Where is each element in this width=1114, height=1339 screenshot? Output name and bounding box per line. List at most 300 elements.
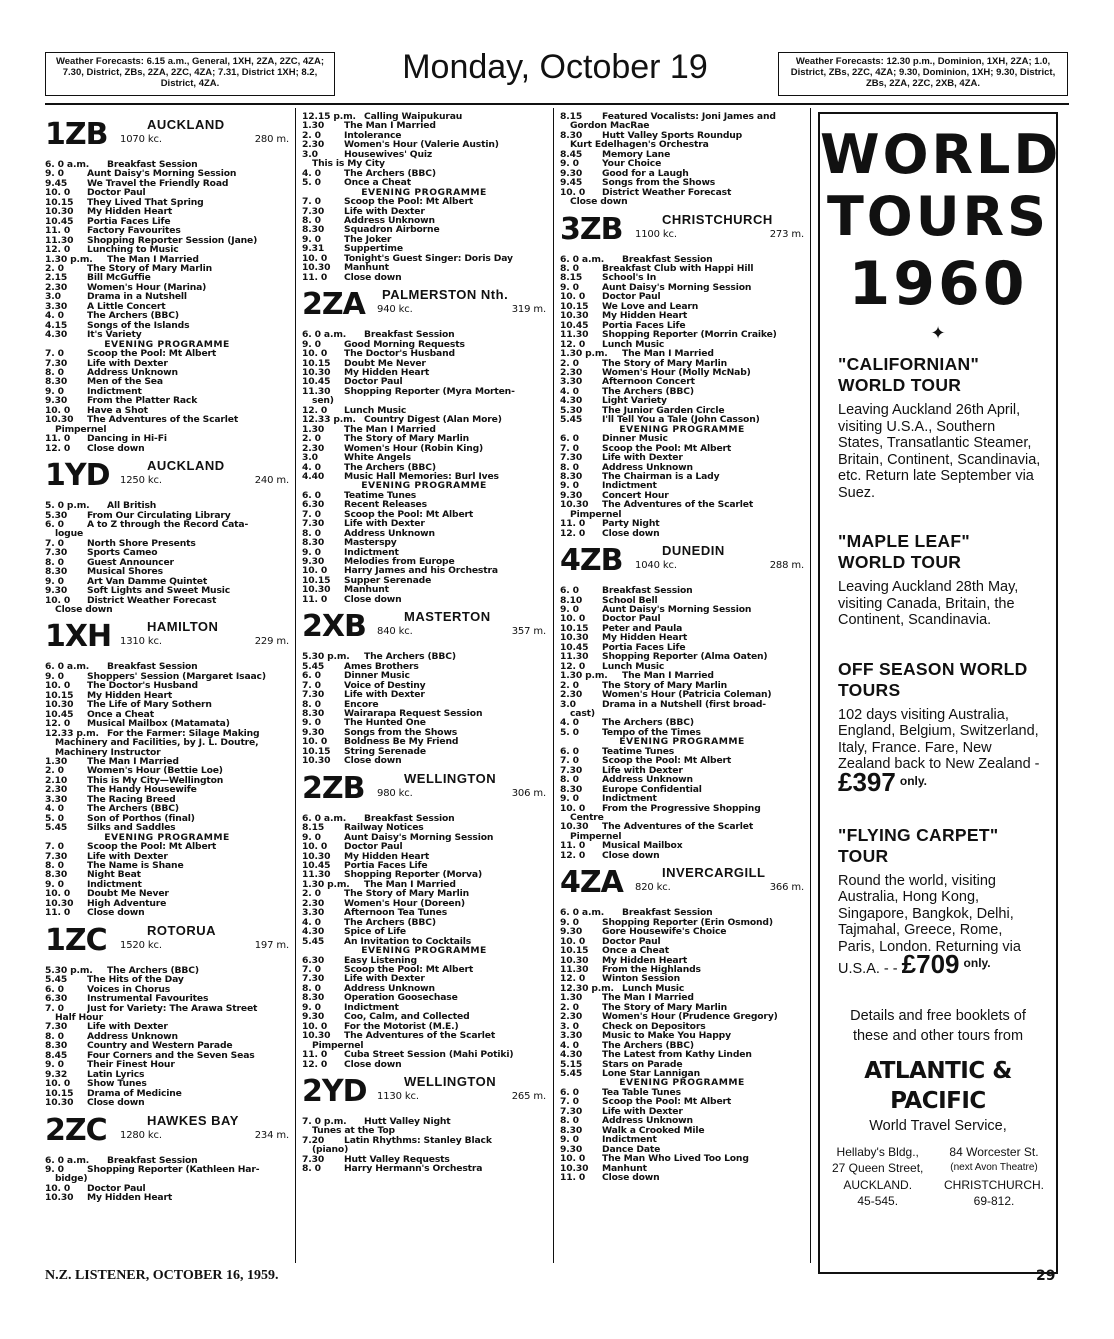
programme-row [302,131,546,140]
programme-title: Indictment [602,481,657,491]
programme-time: 7.30 [302,690,325,700]
programme-row [560,766,804,775]
programme-time: 5.45 [45,975,68,985]
programme-title: Women's Hour (Robin King) [344,443,484,454]
programme-title: Hutt Valley Night [364,1116,451,1127]
programme-row [302,728,546,737]
programme-title: The Story of Mary Marlin [87,263,212,274]
programme-title: From the Platter Rack [87,396,198,406]
programme-title: Housewives' Quiz [344,149,433,160]
programme-row [302,737,546,746]
programme-time: 2.30 [560,367,583,378]
programme-time: 5.15 [560,1059,583,1069]
programme-time: 7.30 [560,453,583,463]
programme-row [302,169,546,178]
programme-title: Aunt Daisy's Morning Session [87,169,237,179]
programme-row [560,529,804,538]
evening-programme-heading [560,737,804,746]
programme-time: 8.30 [560,471,583,482]
programme-title: Lone Star Lannigan [602,1068,700,1079]
programme-row [302,406,546,415]
programme-row [560,1116,804,1125]
programme-time: 9. 0 [302,547,321,558]
programme-heading-text: EVENING PROGRAMME [619,737,745,747]
programme-row [560,1069,804,1078]
addr-right-0: 84 Worcester St. [949,1144,1039,1159]
programme-time: 3.0 [45,292,61,302]
programme-time: 11.30 [560,330,589,340]
programme-title: Tea Table Tunes [602,1087,681,1098]
programme-row [560,841,804,850]
programme-row [45,899,289,908]
programme-time: 9.30 [302,727,325,738]
programme-time: 7.30 [302,206,325,216]
page-title: Monday, October 19 [402,48,708,86]
programme-time: 6. 0 a.m. [560,908,605,918]
programme-time: 3.30 [302,908,325,918]
programme-time: 10.15 [45,690,74,701]
station-wavelength: 280 m. [254,134,289,145]
programme-time: 2.30 [302,898,325,909]
programme-title: Women's Hour (Doreen) [344,898,465,909]
programme-title: Close down [602,1172,660,1183]
programme-title: Son of Porthos (final) [87,813,195,824]
programme-title: Close down [602,528,660,539]
programme-title: Drama in a Nutshell [87,292,187,302]
programme-row [45,710,289,719]
programme-row [45,396,289,405]
programme-row [45,311,289,320]
programme-time: 5.45 [302,936,325,947]
programme-time: 3.0 [560,699,576,710]
programme-time: 8.15 [560,273,583,283]
programme-continuation [560,197,804,206]
ad-headline-year: 1960 [848,249,1028,319]
programme-time: 1.30 [45,757,68,767]
programme-title: Musical Mailbox (Matamata) [87,719,230,729]
programme-time: 3.30 [560,377,583,387]
programme-time: 12.33 p.m. [302,415,356,425]
programme-time: 9. 0 [302,1002,321,1013]
programme-row [45,1032,289,1041]
programme-time: 5. 0 [45,813,64,824]
programme-row [302,833,546,842]
programme-row [302,870,546,879]
station-call-sign: 3ZB [560,211,623,247]
programme-title: Indictment [602,794,657,804]
tour-description: Leaving Auckland 28th May, visiting Canada, Britain, the Continent, Scandinavia. [838,579,1019,628]
programme-row [45,842,289,851]
programme-time: 8.30 [302,538,325,548]
programme-time: 1.30 p.m. [560,349,608,359]
programme-title: We Love and Learn [602,301,699,312]
station-call-sign: 2XB [302,609,366,645]
programme-row [560,937,804,946]
programme-row [302,178,546,187]
programme-title: District Weather Forecast [602,187,732,198]
programme-title: Scoop the Pool: Mt Albert [602,443,732,454]
programme-row [45,1156,289,1165]
programme-time: 3.30 [45,301,68,312]
programme-row [45,870,289,879]
programme-row [302,671,546,680]
programme-row [45,377,289,386]
programme-heading-text: EVENING PROGRAMME [104,832,230,843]
programme-title: Pimpernel [570,509,622,520]
programme-time: 12. 0 [45,245,71,255]
programme-time: 10. 0 [45,405,71,416]
programme-time: 9. 0 [45,169,64,179]
programme-title: Manhunt [344,585,389,595]
programme-row [302,1022,546,1031]
programme-time: 7.30 [302,1154,325,1165]
programme-title: Teatime Tunes [602,746,675,757]
programme-title: Address Unknown [87,367,178,378]
programme-time: 10.30 [45,898,74,909]
programme-title: Calling Waipukurau [364,112,463,122]
programme-continuation [560,140,804,149]
programme-title: Drama of Medicine [87,1088,182,1099]
tour-block [838,825,1042,978]
programme-row [560,1041,804,1050]
programme-row [45,302,289,311]
programme-time: 7. 0 [560,443,579,454]
programme-time: 1.30 p.m. [302,879,350,890]
programme-title: Boldness Be My Friend [344,737,459,747]
programme-time: 8.30 [302,225,325,235]
station-header [560,542,804,586]
programme-row [560,131,804,140]
programme-time: 6. 0 a.m. [45,160,90,170]
programme-time: 10. 0 [560,803,586,813]
programme-title: Indictment [344,1002,399,1013]
programme-time: 8. 0 [302,528,321,539]
programme-title: Portia Faces Life [602,320,686,331]
tour-description: Leaving Auckland 26th April, visiting U.S.A., Southern States, Transatlantic Steamer, Britain, Continent, Scandinavia, etc. Return late September via Suez. [838,402,1041,501]
station-wavelength: 306 m. [511,787,546,799]
programme-time: 8.45 [560,149,583,160]
programme-time: 9.30 [45,586,68,596]
programme-row [560,255,804,264]
programme-time: 10.15 [302,358,331,368]
ad-company: ATLANTIC & PACIFIC [864,1057,1012,1114]
programme-row [560,283,804,292]
programme-time: 9. 0 [45,671,64,682]
programme-title: The Junior Garden Circle [602,405,725,416]
programme-time: 9.30 [560,927,583,937]
programme-time: 10.15 [560,946,589,956]
programme-row [302,140,546,149]
programme-title: Memory Lane [602,149,671,160]
station-frequency: 1520 kc. [120,939,162,951]
programme-title: The Archers (BBC) [344,917,436,928]
programme-time: 9. 0 [560,794,579,804]
programme-title: Factory Favourites [87,226,181,236]
tour-title: OFF SEASON WORLD TOURS [838,658,1028,700]
programme-row [45,1004,289,1013]
station-header [45,116,289,160]
programme-row [560,624,804,633]
programme-row [560,377,804,386]
programme-title: For the Motorist (M.E.) [344,1021,459,1032]
programme-time: 1.30 [302,424,325,435]
programme-time: 9. 0 [302,832,321,843]
programme-time: 6.30 [302,500,325,510]
programme-time: 3. 0 [560,1021,579,1032]
programme-row [45,169,289,178]
header-rule [45,103,1069,105]
programme-time: 8. 0 [302,215,321,226]
programme-row [560,387,804,396]
programme-time: 9.30 [560,1144,583,1155]
programme-time: 12. 0 [45,719,71,729]
programme-title: For the Farmer: Silage Making [107,728,260,739]
programme-time: 10. 0 [302,737,328,747]
programme-row [45,1079,289,1088]
station-city: MASTERTON [404,609,491,625]
programme-row [302,463,546,472]
programme-row [45,1060,289,1069]
programme-row [560,311,804,320]
programme-time: 5.45 [560,415,583,425]
programme-row [302,235,546,244]
programme-row [560,500,804,509]
programme-title: From the Highlands [602,964,701,975]
programme-time: 8.45 [45,1050,68,1061]
programme-title: The Archers (BBC) [87,311,179,321]
programme-time: 10. 0 [302,349,328,359]
programme-row [302,330,546,339]
addr-right-2: CHRISTCHURCH. [944,1177,1044,1192]
programme-title: My Hidden Heart [344,367,430,378]
programme-row [45,785,289,794]
programme-time: 7. 0 [560,756,579,766]
programme-title: Close down [87,908,145,918]
programme-title: Dinner Music [344,671,410,681]
programme-row [45,207,289,216]
programme-title: They Lived That Spring [87,197,204,208]
tour-block [838,531,1042,629]
programme-time: 8.30 [560,784,583,795]
programme-title: Close down [570,197,628,207]
programme-time: 11.30 [560,652,589,662]
programme-time: 3.0 [302,149,318,160]
programme-time: 10. 0 [560,1154,586,1164]
programme-time: 1.30 p.m. [560,671,608,681]
programme-title: The Man I Married [364,879,456,890]
programme-row [45,757,289,766]
programme-time: 4. 0 [560,1040,579,1051]
programme-row [560,453,804,462]
programme-time: 12. 0 [560,339,586,350]
programme-title: Life with Dexter [602,1106,683,1117]
programme-time: 6. 0 [302,671,321,681]
station-frequency: 1250 kc. [120,475,162,487]
programme-time: 9. 0 [45,576,64,587]
programme-row [302,595,546,604]
programme-time: 12. 0 [560,850,586,861]
programme-time: 5. 0 [560,727,579,738]
programme-title: Doubt Me Never [344,358,426,368]
programme-time: 2. 0 [560,1002,579,1013]
programme-title: Winton Session [602,974,680,984]
programme-title: Squadron Airborne [344,225,440,235]
programme-time: 7.30 [45,851,68,861]
programme-title: My Hidden Heart [87,690,173,701]
programme-row [560,822,804,831]
programme-row [560,463,804,472]
diamond-icon: ✦ [930,323,946,343]
programme-time: 4.30 [302,927,325,937]
programme-title: Good for a Laugh [602,168,689,179]
programme-title: String Serenade [344,746,426,757]
programme-time: 10.15 [45,1088,74,1099]
programme-time: 10.30 [45,415,74,425]
programme-row [302,415,546,424]
programme-time: 11.30 [45,235,74,246]
station-header [45,457,289,501]
programme-row [302,425,546,434]
column-rule-2 [553,108,554,1263]
programme-title: Night Beat [87,870,141,880]
programme-row [45,1070,289,1079]
programme-title: Doubt Me Never [87,889,169,899]
programme-title: Close down [87,443,145,454]
programme-time: 7.30 [560,1106,583,1117]
programme-row [560,775,804,784]
station-city: AUCKLAND [147,458,225,474]
programme-row [45,406,289,415]
programme-row [45,719,289,728]
programme-title: Scoop the Pool: Mt Albert [87,349,217,359]
programme-row [560,415,804,424]
programme-title: Scoop the Pool: Mt Albert [344,509,474,520]
programme-time: 8. 0 [560,775,579,785]
programme-time: 9. 0 [45,386,64,397]
programme-row [560,159,804,168]
programme-title: Portia Faces Life [602,642,686,653]
programme-row [560,728,804,737]
programme-title: Lunch Music [602,661,665,672]
programme-row [45,766,289,775]
programme-title: Soft Lights and Sweet Music [87,586,231,596]
programme-title: Silks and Saddles [87,823,176,833]
programme-title: We Travel the Friendly Road [87,178,229,189]
programme-row [45,908,289,917]
station-frequency: 1280 kc. [120,1129,162,1141]
evening-programme-heading [560,1078,804,1087]
programme-row [302,340,546,349]
programme-time: 2. 0 [45,263,64,274]
programme-continuation [302,1041,546,1050]
programme-title: Gordon MacRae [570,121,650,131]
programme-title: Hutt Valley Requests [344,1154,450,1165]
programme-time: 2.30 [560,690,583,700]
programme-time: 7. 0 [302,197,321,207]
programme-heading-text: EVENING PROGRAMME [361,187,487,198]
programme-title: Gore Housewife's Choice [602,927,727,937]
programme-time: 8.30 [302,993,325,1003]
programme-row [302,652,546,661]
programme-row [45,179,289,188]
programme-row [302,444,546,453]
programme-row [302,1050,546,1059]
programme-row [560,1107,804,1116]
programme-time: 8. 0 [302,699,321,710]
programme-row [302,538,546,547]
station-frequency: 1070 kc. [120,134,162,145]
programme-time: 7. 0 [45,349,64,359]
station-city: ROTORUA [147,922,216,938]
programme-time: 10.45 [302,861,331,871]
programme-row [560,169,804,178]
programme-time: 8. 0 [45,557,64,568]
programme-time: 9. 0 [302,718,321,728]
station-call-sign: 2ZA [302,287,365,323]
station-header [302,1073,546,1117]
programme-title: Ames Brothers [344,661,419,672]
station-frequency: 1310 kc. [120,636,162,648]
programme-title: Close down [344,272,402,283]
programme-time: 10.30 [302,585,331,595]
tour-price-only: only. [899,773,927,788]
tour-description: Round the world, visiting Australia, Hong Kong, Singapore, Bangkok, Delhi, Tajmahal, Greece, Rome, Paris, London. Returning via U.S.A. - - [838,872,1021,978]
programme-row [302,273,546,282]
programme-title: Operation Goosechase [344,993,458,1003]
programme-time: 10. 0 [45,595,71,606]
programme-title: Their Finest Hour [87,1060,175,1070]
programme-row [45,264,289,273]
programme-title: Shopping Reporter (Morrin Craike) [602,330,777,340]
programme-row [302,263,546,272]
programme-time: 6. 0 [560,586,579,596]
programme-row [302,387,546,396]
station-city: CHRISTCHURCH [662,211,773,227]
programme-title: The Archers (BBC) [602,718,694,728]
programme-title: A Little Concert [87,301,166,312]
programme-row [45,804,289,813]
programme-row [45,501,289,510]
programme-title: Breakfast Session [364,330,455,340]
programme-title: School Bell [602,595,658,606]
programme-continuation [560,709,804,718]
programme-title: Doctor Paul [344,842,403,852]
programme-time: 2.30 [45,282,68,293]
footer-issue: N.Z. LISTENER, OCTOBER 16, 1959. [45,1268,279,1283]
evening-programme-heading [45,833,289,842]
programme-time: 11. 0 [45,434,71,444]
programme-title: Women's Hour (Prudence Gregory) [602,1012,778,1022]
programme-title: Intolerance [344,130,402,141]
programme-time: 9.45 [560,178,583,188]
programme-time: 2.30 [45,785,68,795]
programme-row [45,368,289,377]
programme-row [45,548,289,557]
programme-time: 7. 0 [302,964,321,975]
programme-time: 10.15 [302,746,331,757]
programme-row [302,1136,546,1145]
programme-time: 10. 0 [560,292,586,302]
programme-title: Address Unknown [87,1031,178,1042]
programme-title: Melodies from Europe [344,557,455,567]
station-call-sign: 2ZC [45,1112,107,1148]
programme-title: Doctor Paul [602,292,661,302]
programme-title: Life with Dexter [602,453,683,463]
programme-row [560,1154,804,1163]
programme-title: Afternoon Concert [602,377,695,387]
programme-time: 7. 0 [45,842,64,852]
programme-time: 9. 0 [560,1135,579,1145]
